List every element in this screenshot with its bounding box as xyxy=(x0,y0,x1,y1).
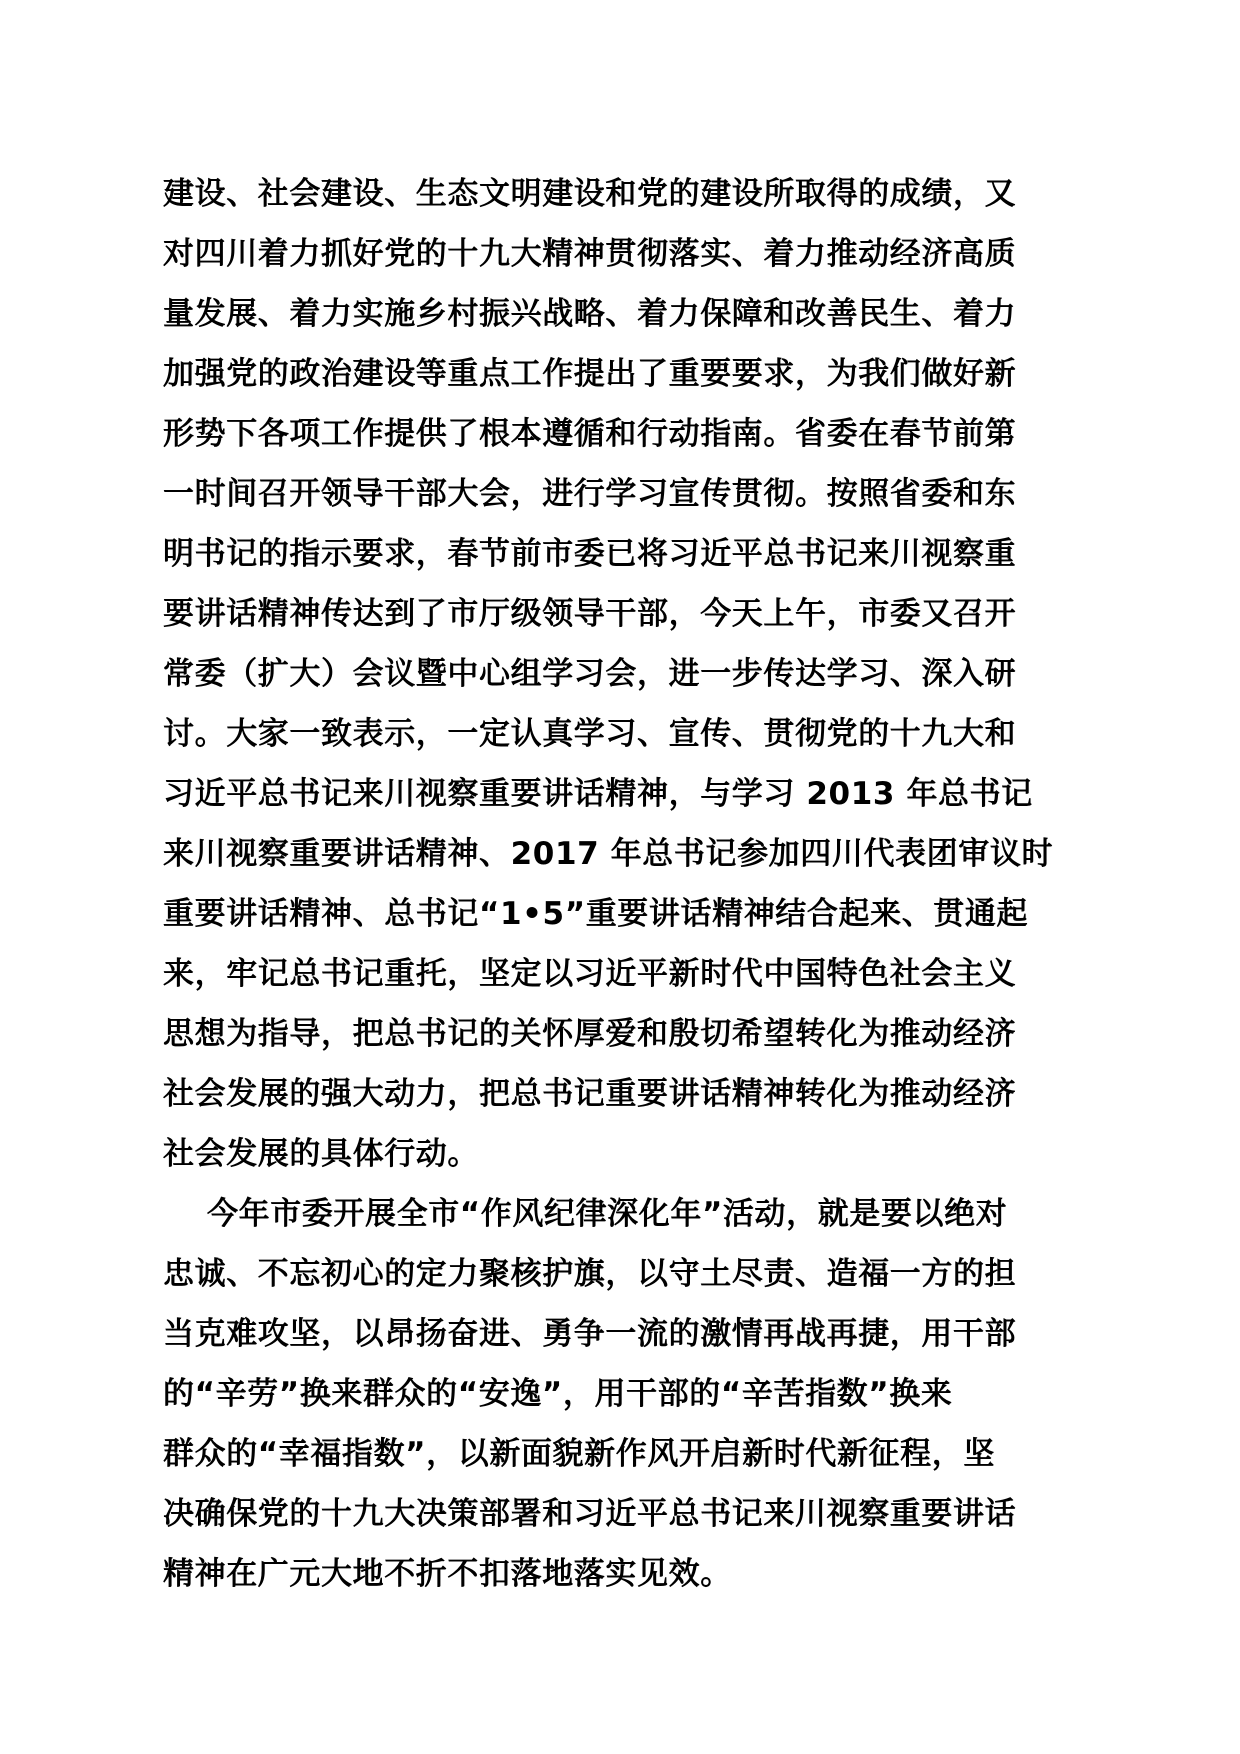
paragraph-1 xyxy=(163,164,1103,1184)
text-line: 对四川着力抓好党的十九大精神贯彻落实、着力推动经济高质 xyxy=(163,236,1017,272)
text-line: 今年市委开展全市“作风纪律深化年”活动，就是要以绝对 xyxy=(207,1196,1008,1232)
text-line: 的“辛劳”换来群众的“安逸”，用干部的“辛苦指数”换来 xyxy=(163,1376,953,1412)
text-line: 当克难攻坚，以昂扬奋进、勇争一流的激情再战再捷，用干部 xyxy=(163,1316,1017,1352)
paragraph-2 xyxy=(163,1184,1103,1604)
text-line: 一时间召开领导干部大会，进行学习宣传贯彻。按照省委和东 xyxy=(163,476,1017,512)
text-line: 要讲话精神传达到了市厅级领导干部，今天上午，市委又召开 xyxy=(163,596,1017,632)
text-line: 明书记的指示要求，春节前市委已将习近平总书记来川视察重 xyxy=(163,536,1017,572)
text-line: 社会发展的具体行动。 xyxy=(163,1136,479,1172)
document-body xyxy=(163,164,1103,1604)
text-line: 量发展、着力实施乡村振兴战略、着力保障和改善民生、着力 xyxy=(163,296,1017,332)
text-line: 精神在广元大地不折不扣落地落实见效。 xyxy=(163,1556,732,1592)
text-line: 习近平总书记来川视察重要讲话精神，与学习 2013 年总书记 xyxy=(163,776,1033,812)
text-line: 忠诚、不忘初心的定力聚核护旗，以守土尽责、造福一方的担 xyxy=(163,1256,1017,1292)
text-line: 来川视察重要讲话精神、2017 年总书记参加四川代表团审议时 xyxy=(163,836,1054,872)
text-line: 建设、社会建设、生态文明建设和党的建设所取得的成绩，又 xyxy=(163,176,1017,212)
text-line: 决确保党的十九大决策部署和习近平总书记来川视察重要讲话 xyxy=(163,1496,1017,1532)
text-line: 形势下各项工作提供了根本遵循和行动指南。省委在春节前第 xyxy=(163,416,1017,452)
text-line: 来，牢记总书记重托，坚定以习近平新时代中国特色社会主义 xyxy=(163,956,1017,992)
text-line: 重要讲话精神、总书记“1•5”重要讲话精神结合起来、贯通起 xyxy=(163,896,1029,932)
text-line: 群众的“幸福指数”，以新面貌新作风开启新时代新征程，坚 xyxy=(163,1436,995,1472)
text-line: 常委（扩大）会议暨中心组学习会，进一步传达学习、深入研 xyxy=(163,656,1017,692)
text-line: 思想为指导，把总书记的关怀厚爱和殷切希望转化为推动经济 xyxy=(163,1016,1017,1052)
text-line: 社会发展的强大动力，把总书记重要讲话精神转化为推动经济 xyxy=(163,1076,1017,1112)
text-line: 加强党的政治建设等重点工作提出了重要要求，为我们做好新 xyxy=(163,356,1017,392)
text-line: 讨。大家一致表示，一定认真学习、宣传、贯彻党的十九大和 xyxy=(163,716,1017,752)
